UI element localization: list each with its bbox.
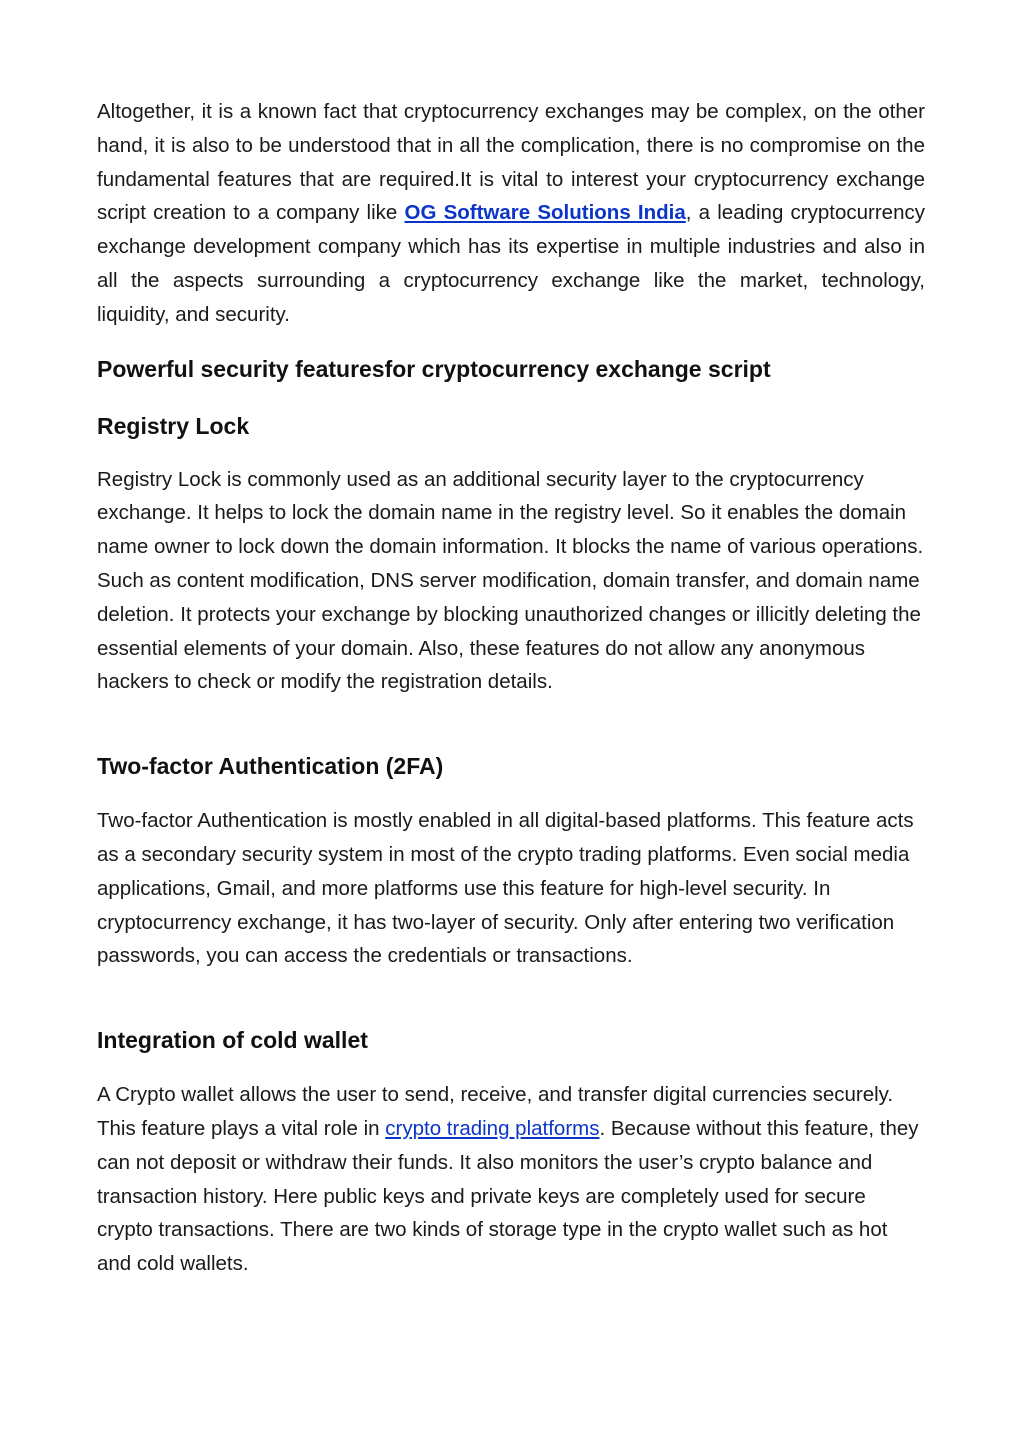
intro-text-before-link: Altogether, it is a known fact that cryptocurrency exchanges may be complex, on the other hand, it is also to be understood that in all the complication, there is no compromise on the fundamental features that are required.It is vital to interest your cryptocurrency exchange script creation to a company like <box>97 100 925 225</box>
registry-lock-heading: Registry Lock <box>97 412 250 439</box>
cold-wallet-text-before-link: A Crypto wallet allows the user to send, receive, and transfer digital currencies securely. This feature plays a vital role in <box>97 1083 894 1140</box>
cold-wallet-paragraph <box>97 1078 925 1281</box>
registry-lock-paragraph: Registry Lock is commonly used as an additional security layer to the cryptocurrency exchange. It helps to lock the domain name in the registry level. So it enables the domain name owner to lock down the domain information. It blocks the name of various operations. Such as content modification, DNS server modification, domain transfer, and domain name deletion. It protects your exchange by blocking unauthorized changes or illicitly deleting the essential elements of your domain. Also, these features do not allow any anonymous hackers to check or modify the registration details. <box>97 467 924 694</box>
og-software-solutions-link[interactable]: OG Software Solutions India <box>404 201 686 225</box>
intro-paragraph <box>97 95 925 332</box>
main-heading: Powerful security featuresfor cryptocurrency exchange script <box>97 355 771 382</box>
two-factor-heading: Two-factor Authentication (2FA) <box>97 753 444 780</box>
two-factor-paragraph: Two-factor Authentication is mostly enabled in all digital-based platforms. This feature acts as a secondary security system in most of the crypto trading platforms. Even social media applications, Gmail, and more platforms use this feature for high-level security. In cryptocurrency exchange, it has two-layer of security. Only after entering two verification passwords, you can access the credentials or transactions. <box>97 809 914 968</box>
cold-wallet-heading: Integration of cold wallet <box>97 1027 368 1054</box>
crypto-trading-platforms-link[interactable]: crypto trading platforms <box>385 1116 600 1140</box>
cold-wallet-text-after-link: . Because without this feature, they can not deposit or withdraw their funds. It also monitors the user’s crypto balance and transaction history. Here public keys and private keys are completely used for secure crypto transactions. There are two kinds of storage type in the crypto wallet such as hot and cold wallets. <box>97 1116 919 1276</box>
document-page <box>97 95 925 1281</box>
intro-text-after-link: , a leading cryptocurrency exchange development company which has its expertise in multiple industries and also in all the aspects surrounding a cryptocurrency exchange like the market, technology, liquidity, and security. <box>97 201 925 326</box>
